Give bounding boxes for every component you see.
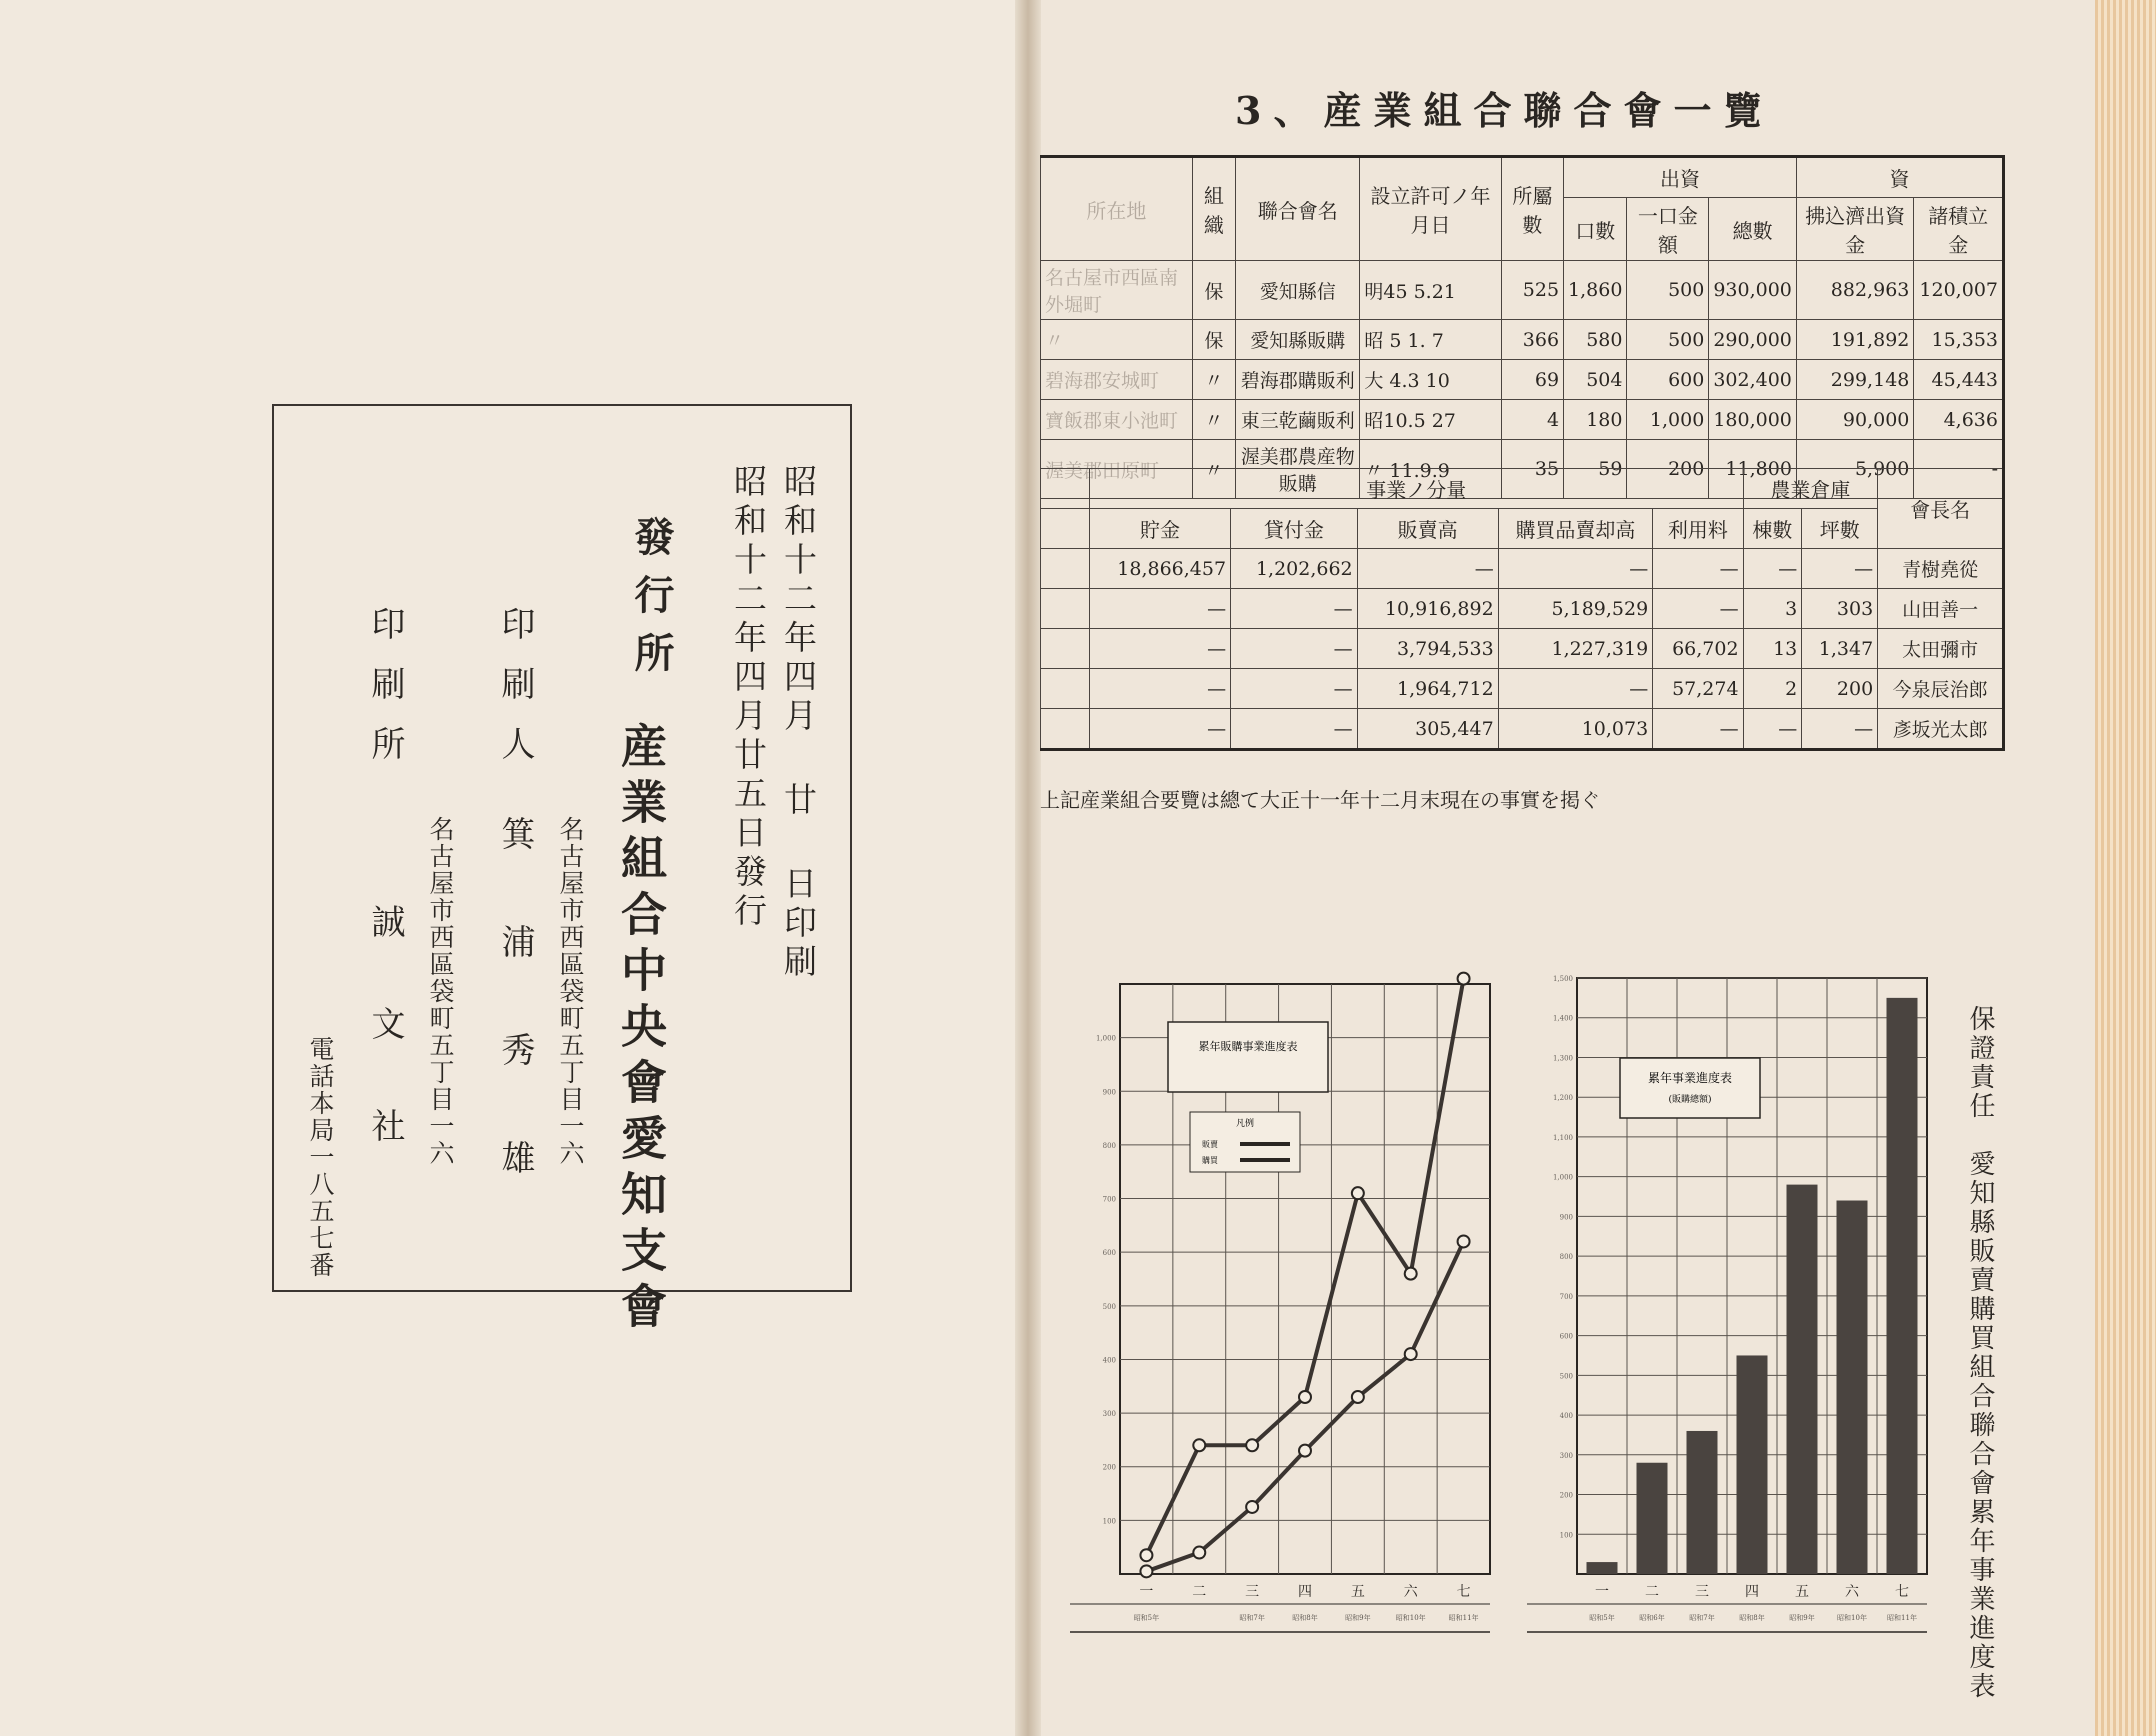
x-tick-label: 二 — [1645, 1584, 1659, 1600]
legend-label: 販賣 — [1202, 1140, 1218, 1149]
col-capital-2: 資 — [1796, 157, 2003, 198]
cell-name: 愛知縣販購 — [1236, 320, 1360, 360]
line-chart — [1040, 970, 1500, 1650]
cell-reserve: 4,636 — [1914, 400, 2004, 440]
cell-paid: 882,963 — [1796, 261, 1913, 320]
col-usage: 利用料 — [1653, 509, 1743, 549]
cell-location: 碧海郡安城町 — [1041, 360, 1193, 400]
chart-side-caption: 保證責任 愛知縣販賣購買組合聯合會累年事業進度表 — [1965, 1005, 1995, 1701]
x-tick-label: 六 — [1845, 1584, 1859, 1600]
cell-units: 180 — [1564, 400, 1627, 440]
blank-header — [1041, 469, 1090, 509]
x-sub-label: 昭和11年 — [1448, 1614, 1479, 1622]
data-point — [1458, 1235, 1470, 1247]
cell-location: 名古屋市西區南外堀町 — [1041, 261, 1193, 320]
bar — [1637, 1463, 1668, 1574]
cell-members: 69 — [1501, 360, 1563, 400]
cell-name: 東三乾繭販利 — [1236, 400, 1360, 440]
cell-reserve: 15,353 — [1914, 320, 2004, 360]
cell-paid: 191,892 — [1796, 320, 1913, 360]
colophon-box — [272, 404, 852, 1338]
cell-unit-amount: 500 — [1627, 261, 1709, 320]
cell-location: 渥美郡田原町 — [1041, 440, 1193, 499]
bar-chart — [1525, 970, 1945, 1650]
table-row — [1041, 261, 2004, 320]
business-volume-table — [1040, 468, 2005, 751]
col-buildings: 棟數 — [1743, 509, 1802, 549]
cell-license: 〃 11.9.9 — [1360, 440, 1501, 499]
x-sub-label: 昭和11年 — [1887, 1614, 1917, 1622]
printer-name: 箕浦秀雄 — [495, 816, 535, 1248]
y-tick-label: 600 — [1102, 1249, 1116, 1258]
cell-sales: 10,916,892 — [1357, 589, 1498, 629]
chart-title: 累年販購事業進度表 — [1198, 1040, 1298, 1053]
cell-usage: — — [1653, 549, 1743, 589]
col-loans: 貸付金 — [1231, 509, 1358, 549]
y-tick-label: 900 — [1559, 1213, 1573, 1222]
cell-purchase: — — [1498, 549, 1652, 589]
x-sub-label: 昭和10年 — [1395, 1614, 1426, 1622]
y-tick-label: 400 — [1559, 1412, 1573, 1421]
cell-blank — [1041, 629, 1090, 669]
cell-purchase: 10,073 — [1498, 709, 1652, 750]
cell-blank — [1041, 549, 1090, 589]
col-name: 聯合會名 — [1236, 157, 1360, 261]
data-point — [1299, 1391, 1311, 1403]
col-members: 所屬數 — [1501, 157, 1563, 261]
cell-president: 今泉辰治郎 — [1878, 669, 2004, 709]
col-warehouse: 農業倉庫 — [1743, 469, 1878, 509]
cell-units: 580 — [1564, 320, 1627, 360]
table-row — [1041, 709, 2004, 750]
printshop-name: 誠文社 — [365, 904, 405, 1210]
cell-buildings: 13 — [1743, 629, 1802, 669]
cell-blank — [1041, 669, 1090, 709]
cell-deposit: 18,866,457 — [1090, 549, 1231, 589]
cell-deposit: — — [1090, 629, 1231, 669]
cell-purchase: 5,189,529 — [1498, 589, 1652, 629]
data-point — [1352, 1391, 1364, 1403]
cell-purchase: — — [1498, 669, 1652, 709]
bar — [1737, 1355, 1768, 1574]
cell-license: 昭10.5 27 — [1360, 400, 1501, 440]
x-tick-label: 七 — [1895, 1584, 1909, 1600]
cell-reserve: 45,443 — [1914, 360, 2004, 400]
y-tick-label: 300 — [1102, 1410, 1116, 1419]
table-row — [1041, 320, 2004, 360]
cell-organization: 保 — [1192, 320, 1235, 360]
title-box — [1168, 1022, 1328, 1092]
y-tick-label: 300 — [1559, 1451, 1573, 1460]
publisher-label: 發行所 — [628, 516, 675, 690]
col-total: 總數 — [1709, 198, 1797, 261]
cell-unit-amount: 600 — [1627, 360, 1709, 400]
federation-table — [1040, 155, 2005, 499]
data-point — [1458, 973, 1470, 985]
table-row — [1041, 549, 2004, 589]
cell-deposit: — — [1090, 669, 1231, 709]
cell-president: 彥坂光太郎 — [1878, 709, 2004, 750]
y-tick-label: 400 — [1102, 1356, 1116, 1365]
cell-members: 525 — [1501, 261, 1563, 320]
cell-location: 〃 — [1041, 320, 1193, 360]
cell-location: 寶飯郡東小池町 — [1041, 400, 1193, 440]
col-business-volume: 事業ノ分量 — [1090, 469, 1744, 509]
col-area: 坪數 — [1802, 509, 1878, 549]
cell-area: 200 — [1802, 669, 1878, 709]
cell-area: — — [1802, 709, 1878, 750]
cell-area: 303 — [1802, 589, 1878, 629]
cell-buildings: — — [1743, 709, 1802, 750]
bar — [1787, 1185, 1818, 1574]
y-tick-label: 1,000 — [1552, 1173, 1573, 1182]
x-sub-label: 昭和10年 — [1837, 1614, 1867, 1622]
printer-label: 印刷人 — [495, 606, 535, 786]
blank-subheader — [1041, 509, 1090, 549]
y-tick-label: 1,000 — [1095, 1034, 1116, 1043]
x-tick-label: 二 — [1192, 1584, 1207, 1600]
table-row — [1041, 629, 2004, 669]
table-row — [1041, 589, 2004, 629]
cell-loan: 1,202,662 — [1231, 549, 1358, 589]
col-capital: 出資 — [1564, 157, 1797, 198]
cell-blank — [1041, 589, 1090, 629]
col-organization: 組織 — [1192, 157, 1235, 261]
issue-date: 昭和十二年四月廿五日發行 — [729, 464, 768, 932]
col-paid: 拂込濟出資金 — [1796, 198, 1913, 261]
cell-deposit: — — [1090, 709, 1231, 750]
col-unit-amount: 一口金額 — [1627, 198, 1709, 261]
bar — [1887, 998, 1918, 1574]
x-sub-label: 昭和8年 — [1292, 1614, 1318, 1622]
cell-reserve: - — [1914, 440, 2004, 499]
cell-total: 180,000 — [1709, 400, 1797, 440]
x-tick-label: 七 — [1456, 1584, 1471, 1600]
col-president: 會長名 — [1878, 469, 2004, 549]
cell-loan: — — [1231, 669, 1358, 709]
legend-label: 購買 — [1202, 1156, 1218, 1165]
bar — [1687, 1431, 1718, 1574]
data-point — [1405, 1348, 1417, 1360]
printer-address: 名古屋市西區袋町五丁目一六 — [556, 816, 585, 1167]
x-tick-label: 四 — [1745, 1584, 1759, 1600]
cell-reserve: 120,007 — [1914, 261, 2004, 320]
cell-paid: 5,900 — [1796, 440, 1913, 499]
cell-total: 11,800 — [1709, 440, 1797, 499]
data-point — [1193, 1439, 1205, 1451]
cell-sales: 1,964,712 — [1357, 669, 1498, 709]
bar — [1837, 1201, 1868, 1574]
cell-area: — — [1802, 549, 1878, 589]
cell-deposit: — — [1090, 589, 1231, 629]
cell-total: 930,000 — [1709, 261, 1797, 320]
table-note: 上記産業組合要覽は總て大正十一年十二月末現在の事實を掲ぐ — [1040, 788, 1600, 812]
phone-number: 電話本局一八五七番 — [306, 1036, 335, 1279]
x-tick-label: 三 — [1695, 1584, 1709, 1600]
x-tick-label: 一 — [1139, 1584, 1154, 1600]
cell-loan: — — [1231, 629, 1358, 669]
page-title: 3、産業組合聯合會一覽 — [1235, 88, 1774, 133]
x-sub-label: 昭和7年 — [1689, 1614, 1715, 1622]
y-tick-label: 600 — [1559, 1332, 1573, 1341]
y-tick-label: 1,100 — [1552, 1133, 1573, 1142]
cell-total: 302,400 — [1709, 360, 1797, 400]
col-reserves: 諸積立金 — [1914, 198, 2004, 261]
chart-subtitle: (販購總額) — [1668, 1095, 1712, 1105]
y-tick-label: 500 — [1559, 1372, 1573, 1381]
data-point — [1140, 1565, 1152, 1577]
x-sub-label: 昭和5年 — [1589, 1614, 1615, 1622]
data-point — [1352, 1187, 1364, 1199]
publisher-name: 産業組合中央會愛知支會 — [614, 722, 668, 1338]
cell-unit-amount: 1,000 — [1627, 400, 1709, 440]
cell-purchase: 1,227,319 — [1498, 629, 1652, 669]
y-tick-label: 1,500 — [1552, 975, 1573, 983]
page-edge — [2095, 0, 2156, 1736]
cell-units: 59 — [1564, 440, 1627, 499]
cell-units: 1,860 — [1564, 261, 1627, 320]
y-tick-label: 100 — [1102, 1517, 1116, 1526]
bar — [1587, 1562, 1618, 1574]
cell-loan: — — [1231, 589, 1358, 629]
cell-license: 昭 5 1. 7 — [1360, 320, 1501, 360]
printshop-address: 名古屋市西區袋町五丁目一六 — [426, 816, 455, 1167]
x-sub-label: 昭和8年 — [1739, 1614, 1765, 1622]
cell-area: 1,347 — [1802, 629, 1878, 669]
cell-organization: 〃 — [1192, 440, 1235, 499]
cell-unit-amount: 200 — [1627, 440, 1709, 499]
y-tick-label: 200 — [1559, 1491, 1573, 1500]
y-tick-label: 1,300 — [1552, 1054, 1573, 1063]
cell-units: 504 — [1564, 360, 1627, 400]
cell-president: 太田彌市 — [1878, 629, 2004, 669]
cell-buildings: — — [1743, 549, 1802, 589]
data-point — [1299, 1445, 1311, 1457]
cell-usage: — — [1653, 709, 1743, 750]
y-tick-label: 100 — [1559, 1531, 1573, 1540]
cell-usage: 57,274 — [1653, 669, 1743, 709]
cell-license: 大 4.3 10 — [1360, 360, 1501, 400]
cell-usage: — — [1653, 589, 1743, 629]
x-sub-label: 昭和5年 — [1133, 1614, 1160, 1622]
printshop-label: 印刷所 — [365, 606, 405, 786]
table-row — [1041, 360, 2004, 400]
title-box — [1620, 1058, 1760, 1118]
y-tick-label: 800 — [1559, 1253, 1573, 1262]
x-tick-label: 一 — [1595, 1584, 1609, 1600]
cell-buildings: 3 — [1743, 589, 1802, 629]
cell-buildings: 2 — [1743, 669, 1802, 709]
x-tick-label: 五 — [1795, 1584, 1809, 1600]
y-tick-label: 800 — [1102, 1141, 1116, 1150]
cell-name: 愛知縣信 — [1236, 261, 1360, 320]
data-point — [1246, 1439, 1258, 1451]
data-point — [1140, 1549, 1152, 1561]
y-tick-label: 200 — [1102, 1463, 1116, 1472]
cell-members: 35 — [1501, 440, 1563, 499]
y-tick-label: 700 — [1102, 1195, 1116, 1204]
cell-blank — [1041, 709, 1090, 750]
col-purchases: 購買品賣却高 — [1498, 509, 1652, 549]
y-tick-label: 1,200 — [1552, 1094, 1573, 1103]
col-location: 所在地 — [1041, 157, 1193, 261]
y-tick-label: 500 — [1102, 1302, 1116, 1311]
col-deposits: 貯金 — [1090, 509, 1231, 549]
cell-unit-amount: 500 — [1627, 320, 1709, 360]
x-tick-label: 四 — [1298, 1584, 1312, 1600]
x-sub-label: 昭和9年 — [1345, 1614, 1371, 1622]
cell-loan: — — [1231, 709, 1358, 750]
x-tick-label: 五 — [1350, 1584, 1365, 1600]
data-point — [1405, 1268, 1417, 1280]
x-sub-label: 昭和6年 — [1639, 1614, 1665, 1622]
y-tick-label: 700 — [1559, 1292, 1573, 1301]
cell-sales: — — [1357, 549, 1498, 589]
col-license: 設立許可ノ年月日 — [1360, 157, 1501, 261]
cell-sales: 305,447 — [1357, 709, 1498, 750]
cell-members: 366 — [1501, 320, 1563, 360]
cell-name: 碧海郡購販利 — [1236, 360, 1360, 400]
cell-members: 4 — [1501, 400, 1563, 440]
cell-usage: 66,702 — [1653, 629, 1743, 669]
series-line-1 — [1146, 1241, 1463, 1571]
y-tick-label: 900 — [1102, 1088, 1116, 1097]
x-tick-label: 六 — [1403, 1584, 1418, 1600]
table-row — [1041, 669, 2004, 709]
cell-organization: 保 — [1192, 261, 1235, 320]
cell-name: 渥美郡農産物販購 — [1236, 440, 1360, 499]
col-sales: 販賣高 — [1357, 509, 1498, 549]
cell-president: 青樹堯從 — [1878, 549, 2004, 589]
print-date: 昭和十二年四月 廿 日印刷 — [779, 464, 818, 983]
book-gutter — [1015, 0, 1041, 1736]
cell-organization: 〃 — [1192, 400, 1235, 440]
cell-total: 290,000 — [1709, 320, 1797, 360]
cell-paid: 299,148 — [1796, 360, 1913, 400]
cell-organization: 〃 — [1192, 360, 1235, 400]
y-tick-label: 1,400 — [1552, 1014, 1573, 1023]
data-point — [1246, 1501, 1258, 1513]
col-units: 口數 — [1564, 198, 1627, 261]
x-sub-label: 昭和9年 — [1789, 1614, 1815, 1622]
data-point — [1193, 1547, 1205, 1559]
cell-paid: 90,000 — [1796, 400, 1913, 440]
cell-president: 山田善一 — [1878, 589, 2004, 629]
legend-title: 凡例 — [1235, 1119, 1255, 1129]
chart-title: 累年事業進度表 — [1647, 1071, 1733, 1085]
x-tick-label: 三 — [1245, 1584, 1260, 1600]
x-sub-label: 昭和7年 — [1239, 1614, 1265, 1622]
table-row — [1041, 400, 2004, 440]
cell-license: 明45 5.21 — [1360, 261, 1501, 320]
cell-sales: 3,794,533 — [1357, 629, 1498, 669]
